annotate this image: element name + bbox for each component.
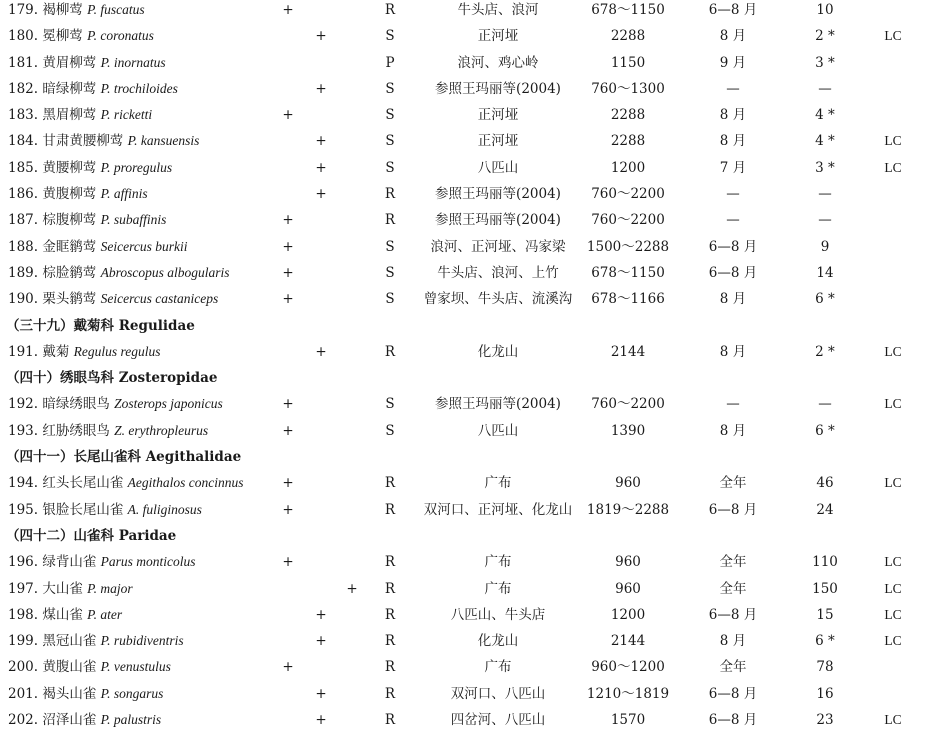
- table-row: [0, 418, 930, 444]
- species-chinese-name: 黄腹山雀: [42, 659, 97, 676]
- conservation-status: LC: [884, 343, 902, 359]
- species-name: [8, 418, 208, 444]
- altitude: 1200: [610, 159, 646, 176]
- species-name: [8, 628, 184, 654]
- species-scientific-name: Zosterops japonicus: [114, 396, 223, 412]
- species-number: 200.: [8, 659, 39, 676]
- species-scientific-name: Seicercus burkii: [100, 238, 188, 254]
- fauna-mark-1: +: [282, 2, 294, 18]
- species-chinese-name: 大山雀: [42, 580, 83, 597]
- residency-type: R: [384, 580, 396, 597]
- species-chinese-name: 黄眉柳莺: [42, 54, 97, 71]
- species-scientific-name: P. proregulus: [100, 159, 173, 175]
- location: 参照王玛丽等(2004): [435, 186, 561, 203]
- location: 参照王玛丽等(2004): [435, 212, 561, 229]
- species-scientific-name: P. venustulus: [100, 659, 171, 675]
- species-chinese-name: 银脸长尾山雀: [42, 501, 124, 518]
- conservation-status: LC: [884, 633, 902, 649]
- count: 6 *: [815, 633, 835, 650]
- species-chinese-name: 金眶鹟莺: [42, 238, 97, 255]
- months: 8 月: [719, 107, 747, 124]
- location: 正河垭: [477, 107, 519, 124]
- species-chinese-name: 绿背山雀: [42, 554, 97, 571]
- altitude: 2144: [610, 343, 646, 360]
- family-header-row: [0, 313, 930, 339]
- fauna-mark-1: +: [282, 291, 294, 308]
- species-chinese-name: 黑眉柳莺: [42, 107, 97, 124]
- table-row: [0, 0, 930, 23]
- location: 广布: [484, 554, 512, 571]
- location: 参照王玛丽等(2004): [435, 396, 561, 413]
- species-scientific-name: P. rubidiventris: [100, 633, 184, 649]
- residency-type: R: [384, 606, 396, 623]
- fauna-mark-2: +: [315, 343, 327, 360]
- species-scientific-name: Regulus regulus: [73, 343, 161, 359]
- species-scientific-name: P. major: [87, 580, 133, 596]
- species-number: 192.: [8, 396, 39, 413]
- family-header-row: [0, 444, 930, 470]
- location: 浪河、正河垭、冯家梁: [430, 238, 566, 255]
- count: —: [818, 80, 832, 97]
- table-row: [0, 339, 930, 365]
- count: 23: [816, 712, 834, 729]
- species-scientific-name: P. inornatus: [100, 54, 166, 70]
- table-row: [0, 576, 930, 602]
- species-chinese-name: 甘肃黄腰柳莺: [42, 133, 124, 150]
- location: 广布: [484, 580, 512, 597]
- location: 双河口、正河垭、化龙山: [423, 501, 573, 518]
- fauna-mark-3: +: [346, 580, 358, 597]
- residency-type: R: [384, 659, 396, 676]
- location: 化龙山: [477, 343, 519, 360]
- count: 46: [816, 475, 834, 492]
- location: 曾家坝、牛头店、流溪沟: [423, 291, 573, 308]
- residency-type: R: [384, 501, 396, 518]
- species-scientific-name: P. fuscatus: [87, 2, 145, 17]
- species-name: [8, 50, 166, 76]
- family-label: （四十二）山雀科 Paridae: [6, 527, 177, 544]
- species-number: 181.: [8, 54, 39, 71]
- months: 8 月: [719, 343, 747, 360]
- species-number: 189.: [8, 264, 39, 281]
- residency-type: R: [384, 685, 396, 702]
- count: —: [818, 212, 832, 229]
- species-chinese-name: 黑冠山雀: [42, 633, 97, 650]
- altitude: 1500～2288: [586, 238, 670, 255]
- species-number: 184.: [8, 133, 39, 150]
- count: 24: [816, 501, 834, 518]
- species-number: 182.: [8, 80, 39, 97]
- species-chinese-name: 黄腰柳莺: [42, 159, 97, 176]
- species-name: [8, 128, 199, 154]
- location: 广布: [484, 659, 512, 676]
- months: 8 月: [719, 28, 747, 45]
- species-number: 194.: [8, 475, 39, 492]
- location: 正河垭: [477, 133, 519, 150]
- months: 6—8 月: [708, 264, 758, 281]
- species-scientific-name: P. songarus: [100, 685, 164, 701]
- location: 牛头店、浪河、上竹: [437, 264, 559, 281]
- table-row: [0, 23, 930, 49]
- count: 4 *: [815, 107, 835, 124]
- residency-type: S: [385, 264, 395, 281]
- conservation-status: LC: [884, 712, 902, 728]
- location: 浪河、鸡心岭: [457, 54, 539, 71]
- location: 广布: [484, 475, 512, 492]
- species-scientific-name: P. palustris: [100, 712, 162, 728]
- species-scientific-name: Z. erythropleurus: [114, 422, 209, 438]
- species-name: [8, 654, 171, 680]
- residency-type: R: [384, 712, 396, 729]
- species-number: 193.: [8, 422, 39, 439]
- species-number: 191.: [8, 343, 39, 360]
- altitude: 2288: [610, 28, 646, 45]
- location: 八匹山: [477, 159, 519, 176]
- species-scientific-name: Aegithalos concinnus: [127, 475, 244, 491]
- table-row: [0, 628, 930, 654]
- conservation-status: LC: [884, 28, 902, 44]
- fauna-mark-2: +: [315, 633, 327, 650]
- table-row: [0, 234, 930, 260]
- table-row: [0, 602, 930, 628]
- count: 2 *: [815, 28, 835, 45]
- altitude: 960: [615, 554, 641, 571]
- location: 牛头店、浪河: [457, 2, 539, 18]
- fauna-mark-1: +: [282, 396, 294, 413]
- count: 16: [816, 685, 834, 702]
- species-number: 198.: [8, 606, 39, 623]
- altitude: 960～1200: [591, 659, 665, 676]
- altitude: 2288: [610, 107, 646, 124]
- altitude: 678～1150: [591, 264, 665, 281]
- species-number: 195.: [8, 501, 39, 518]
- months: 6—8 月: [708, 238, 758, 255]
- months: 全年: [719, 554, 747, 571]
- months: 全年: [719, 659, 747, 676]
- table-row: [0, 286, 930, 312]
- count: 150: [812, 580, 838, 597]
- months: —: [726, 212, 740, 229]
- months: 全年: [719, 580, 747, 597]
- conservation-status: LC: [884, 475, 902, 491]
- species-chinese-name: 沼泽山雀: [42, 712, 97, 729]
- residency-type: R: [384, 475, 396, 492]
- count: 4 *: [815, 133, 835, 150]
- species-number: 186.: [8, 186, 39, 203]
- species-name: [8, 76, 178, 102]
- species-name: [8, 0, 145, 23]
- species-chinese-name: 栗头鹟莺: [42, 291, 97, 308]
- fauna-mark-2: +: [315, 80, 327, 97]
- location: 八匹山、牛头店: [450, 606, 546, 623]
- table-row: [0, 207, 930, 233]
- count: 6 *: [815, 422, 835, 439]
- count: —: [818, 396, 832, 413]
- months: 6—8 月: [708, 2, 758, 18]
- table-row: [0, 391, 930, 417]
- altitude: 2288: [610, 133, 646, 150]
- species-chinese-name: 冕柳莺: [42, 28, 83, 45]
- species-number: 180.: [8, 28, 39, 45]
- species-name: [8, 234, 188, 260]
- table-row: [0, 181, 930, 207]
- table-row: [0, 470, 930, 496]
- fauna-mark-1: +: [282, 659, 294, 676]
- species-name: [8, 286, 218, 312]
- months: 6—8 月: [708, 712, 758, 729]
- count: 110: [812, 554, 838, 571]
- months: 全年: [719, 475, 747, 492]
- residency-type: S: [385, 133, 395, 150]
- residency-type: S: [385, 107, 395, 124]
- months: 6—8 月: [708, 501, 758, 518]
- months: 9 月: [719, 54, 747, 71]
- location: 双河口、八匹山: [450, 685, 546, 702]
- altitude: 760～2200: [591, 212, 665, 229]
- altitude: 1150: [610, 54, 646, 71]
- species-number: 196.: [8, 554, 39, 571]
- species-chinese-name: 红胁绣眼鸟: [42, 422, 110, 439]
- species-scientific-name: P. trochiloides: [100, 80, 178, 96]
- count: 9: [820, 238, 830, 255]
- species-number: 185.: [8, 159, 39, 176]
- fauna-mark-2: +: [315, 186, 327, 203]
- residency-type: R: [384, 186, 396, 203]
- altitude: 2144: [610, 633, 646, 650]
- months: 6—8 月: [708, 606, 758, 623]
- species-chinese-name: 褐柳莺: [42, 2, 83, 18]
- species-scientific-name: A. fuliginosus: [127, 501, 202, 517]
- altitude: 1570: [610, 712, 646, 729]
- species-number: 197.: [8, 580, 39, 597]
- months: 8 月: [719, 291, 747, 308]
- residency-type: P: [385, 54, 395, 71]
- fauna-mark-1: +: [282, 501, 294, 518]
- altitude: 1200: [610, 606, 646, 623]
- altitude: 1210～1819: [586, 685, 670, 702]
- species-scientific-name: P. subaffinis: [100, 212, 167, 228]
- species-name: [8, 602, 122, 628]
- species-chinese-name: 戴菊: [42, 343, 70, 360]
- conservation-status: LC: [884, 580, 902, 596]
- fauna-mark-1: +: [282, 238, 294, 255]
- residency-type: S: [385, 80, 395, 97]
- species-name: [8, 470, 244, 496]
- conservation-status: LC: [884, 133, 902, 149]
- months: 7 月: [719, 159, 747, 176]
- species-scientific-name: P. coronatus: [87, 28, 154, 44]
- fauna-mark-2: +: [315, 712, 327, 729]
- species-scientific-name: Abroscopus albogularis: [100, 264, 230, 280]
- fauna-mark-2: +: [315, 28, 327, 45]
- location: 八匹山: [477, 422, 519, 439]
- months: —: [726, 80, 740, 97]
- count: 6 *: [815, 291, 835, 308]
- location: 参照王玛丽等(2004): [435, 80, 561, 97]
- family-label: （四十一）长尾山雀科 Aegithalidae: [6, 449, 242, 466]
- family-header-row: [0, 365, 930, 391]
- count: 2 *: [815, 343, 835, 360]
- species-chinese-name: 暗绿柳莺: [42, 80, 97, 97]
- species-chinese-name: 红头长尾山雀: [42, 475, 124, 492]
- residency-type: R: [384, 212, 396, 229]
- species-name: [8, 23, 154, 49]
- table-row: [0, 76, 930, 102]
- months: 8 月: [719, 633, 747, 650]
- fauna-mark-2: +: [315, 685, 327, 702]
- months: —: [726, 186, 740, 203]
- species-scientific-name: P. ricketti: [100, 107, 153, 123]
- altitude: 678～1150: [591, 2, 665, 18]
- altitude: 678～1166: [591, 291, 665, 308]
- count: 78: [816, 659, 834, 676]
- table-row: [0, 654, 930, 680]
- species-number: 183.: [8, 107, 39, 124]
- species-number: 202.: [8, 712, 39, 729]
- species-name: [8, 681, 163, 707]
- residency-type: R: [384, 633, 396, 650]
- location: 化龙山: [477, 633, 519, 650]
- fauna-mark-2: +: [315, 159, 327, 176]
- species-name: [8, 102, 152, 128]
- table-row: [0, 260, 930, 286]
- species-chinese-name: 暗绿绣眼鸟: [42, 396, 110, 413]
- residency-type: S: [385, 28, 395, 45]
- family-label: （三十九）戴菊科 Regulidae: [6, 317, 195, 334]
- residency-type: S: [385, 422, 395, 439]
- months: 8 月: [719, 133, 747, 150]
- species-chinese-name: 褐头山雀: [42, 685, 97, 702]
- residency-type: S: [385, 396, 395, 413]
- species-chinese-name: 棕腹柳莺: [42, 212, 97, 229]
- fauna-mark-1: +: [282, 264, 294, 281]
- residency-type: S: [385, 238, 395, 255]
- conservation-status: LC: [884, 159, 902, 175]
- species-name: [8, 181, 148, 207]
- count: —: [818, 186, 832, 203]
- family-label: （四十）绣眼鸟科 Zosteropidae: [6, 370, 218, 387]
- conservation-status: LC: [884, 606, 902, 622]
- table-row: [0, 50, 930, 76]
- table-row: [0, 707, 930, 733]
- species-number: 179.: [8, 2, 39, 18]
- species-name: [8, 707, 161, 733]
- table-row: [0, 128, 930, 154]
- species-scientific-name: P. ater: [87, 606, 123, 622]
- altitude: 960: [615, 475, 641, 492]
- species-chinese-name: 黄腹柳莺: [42, 186, 97, 203]
- months: —: [726, 396, 740, 413]
- species-number: 199.: [8, 633, 39, 650]
- location: 四岔河、八匹山: [450, 712, 546, 729]
- fauna-mark-1: +: [282, 475, 294, 492]
- count: 10: [816, 2, 834, 18]
- conservation-status: LC: [884, 554, 902, 570]
- species-name: [8, 260, 230, 286]
- fauna-mark-2: +: [315, 133, 327, 150]
- altitude: 760～1300: [591, 80, 665, 97]
- residency-type: R: [384, 2, 396, 18]
- table-row: [0, 497, 930, 523]
- fauna-mark-1: +: [282, 212, 294, 229]
- altitude: 960: [615, 580, 641, 597]
- species-number: 188.: [8, 238, 39, 255]
- altitude: 760～2200: [591, 396, 665, 413]
- count: 3 *: [815, 159, 835, 176]
- residency-type: R: [384, 554, 396, 571]
- residency-type: S: [385, 159, 395, 176]
- species-name: [8, 207, 166, 233]
- species-number: 190.: [8, 291, 39, 308]
- fauna-mark-2: +: [315, 606, 327, 623]
- species-name: [8, 576, 133, 602]
- species-name: [8, 497, 202, 523]
- count: 15: [816, 606, 834, 623]
- table-row: [0, 549, 930, 575]
- altitude: 1390: [610, 422, 646, 439]
- species-number: 187.: [8, 212, 39, 229]
- fauna-mark-1: +: [282, 554, 294, 571]
- altitude: 1819～2288: [586, 501, 670, 518]
- species-name: [8, 339, 161, 365]
- species-scientific-name: Parus monticolus: [100, 554, 196, 570]
- species-chinese-name: 棕脸鹟莺: [42, 264, 97, 281]
- species-number: 201.: [8, 685, 39, 702]
- species-name: [8, 549, 196, 575]
- table-row: [0, 102, 930, 128]
- count: 3 *: [815, 54, 835, 71]
- species-scientific-name: P. affinis: [100, 186, 148, 202]
- table-row: [0, 155, 930, 181]
- months: 8 月: [719, 422, 747, 439]
- species-name: [8, 391, 223, 417]
- count: 14: [816, 264, 834, 281]
- location: 正河垭: [477, 28, 519, 45]
- species-scientific-name: Seicercus castaniceps: [100, 291, 219, 307]
- fauna-mark-1: +: [282, 422, 294, 439]
- residency-type: S: [385, 291, 395, 308]
- fauna-mark-1: +: [282, 107, 294, 124]
- species-chinese-name: 煤山雀: [42, 606, 83, 623]
- conservation-status: LC: [884, 396, 902, 412]
- altitude: 760～2200: [591, 186, 665, 203]
- months: 6—8 月: [708, 685, 758, 702]
- species-scientific-name: P. kansuensis: [127, 133, 200, 149]
- species-name: [8, 155, 172, 181]
- family-header-row: [0, 523, 930, 549]
- residency-type: R: [384, 343, 396, 360]
- table-row: [0, 681, 930, 707]
